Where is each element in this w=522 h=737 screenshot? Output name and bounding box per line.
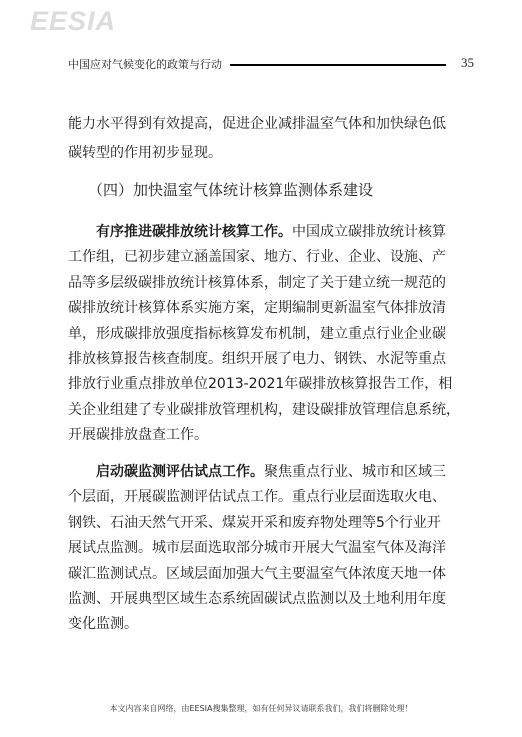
text-line: 排放行业重点排放单位2013-2021年碳排放核算报告工作，相 [68,376,453,393]
text-run: 聚焦重点行业、城市和区域三 [264,464,446,480]
footer-note: 本文内容来自网络，由EESIA搜集整理，如有任何异议请联系我们，我们将删除处理！ [109,704,413,713]
text-line: 品等多层级碳排放统计核算体系，制定了关于建立统一规范的 [68,274,446,291]
text-line: 工作组，已初步建立涵盖国家、地方、行业、企业、设施、产 [68,249,446,266]
text-line [68,220,456,245]
paragraph-carbon-monitoring [68,460,456,638]
paragraph-carbon-accounting [68,220,460,449]
text-line: 碳汇监测试点。区域层面加强大气主要温室气体浓度天地一体 [68,565,446,582]
page-number: 35 [461,55,474,70]
paragraph-lead: 有序推进碳排放统计核算工作。 [96,224,292,240]
text-line: 碳排放统计核算体系实施方案，定期编制更新温室气体排放清 [68,300,446,317]
text-line: 个层面，开展碳监测评估试点工作。重点行业层面选取火电、 [68,489,446,506]
text-line [68,460,456,485]
running-title: 中国应对气候变化的政策与行动 [68,58,222,71]
text-line: 展试点监测。城市层面选取部分城市开展大气温室气体及海洋 [68,540,446,557]
text-line: 监测、开展典型区域生态系统固碳试点监测以及土地利用年度 [68,591,446,608]
text-line: 排放核算报告核查制度。组织开展了电力、钢铁、水泥等重点 [68,351,446,368]
eesia-logo: EESIA [30,6,117,36]
text-line: 碳转型的作用初步显现。 [68,145,222,161]
page-header [68,54,474,74]
text-line: 钢铁、石油天然气开采、煤炭开采和废弃物处理等5个行业开 [68,514,441,531]
section-heading: （四）加快温室气体统计核算监测体系建设 [88,181,374,199]
text-line: 变化监测。 [68,616,138,633]
text-line: 关企业组建了专业碳排放管理机构，建设碳排放管理信息系统， [68,401,460,418]
header-rule [230,64,446,66]
text-line: 单，形成碳排放强度指标核算发布机制，建立重点行业企业碳 [68,325,446,342]
paragraph-lead: 启动碳监测评估试点工作。 [96,464,264,480]
text-line: 开展碳排放盘查工作。 [68,427,208,444]
text-run: 中国成立碳排放统计核算 [292,224,446,240]
text-line: 能力水平得到有效提高，促进企业减排温室气体和加快绿色低 [68,116,446,132]
intro-paragraph [68,112,456,165]
